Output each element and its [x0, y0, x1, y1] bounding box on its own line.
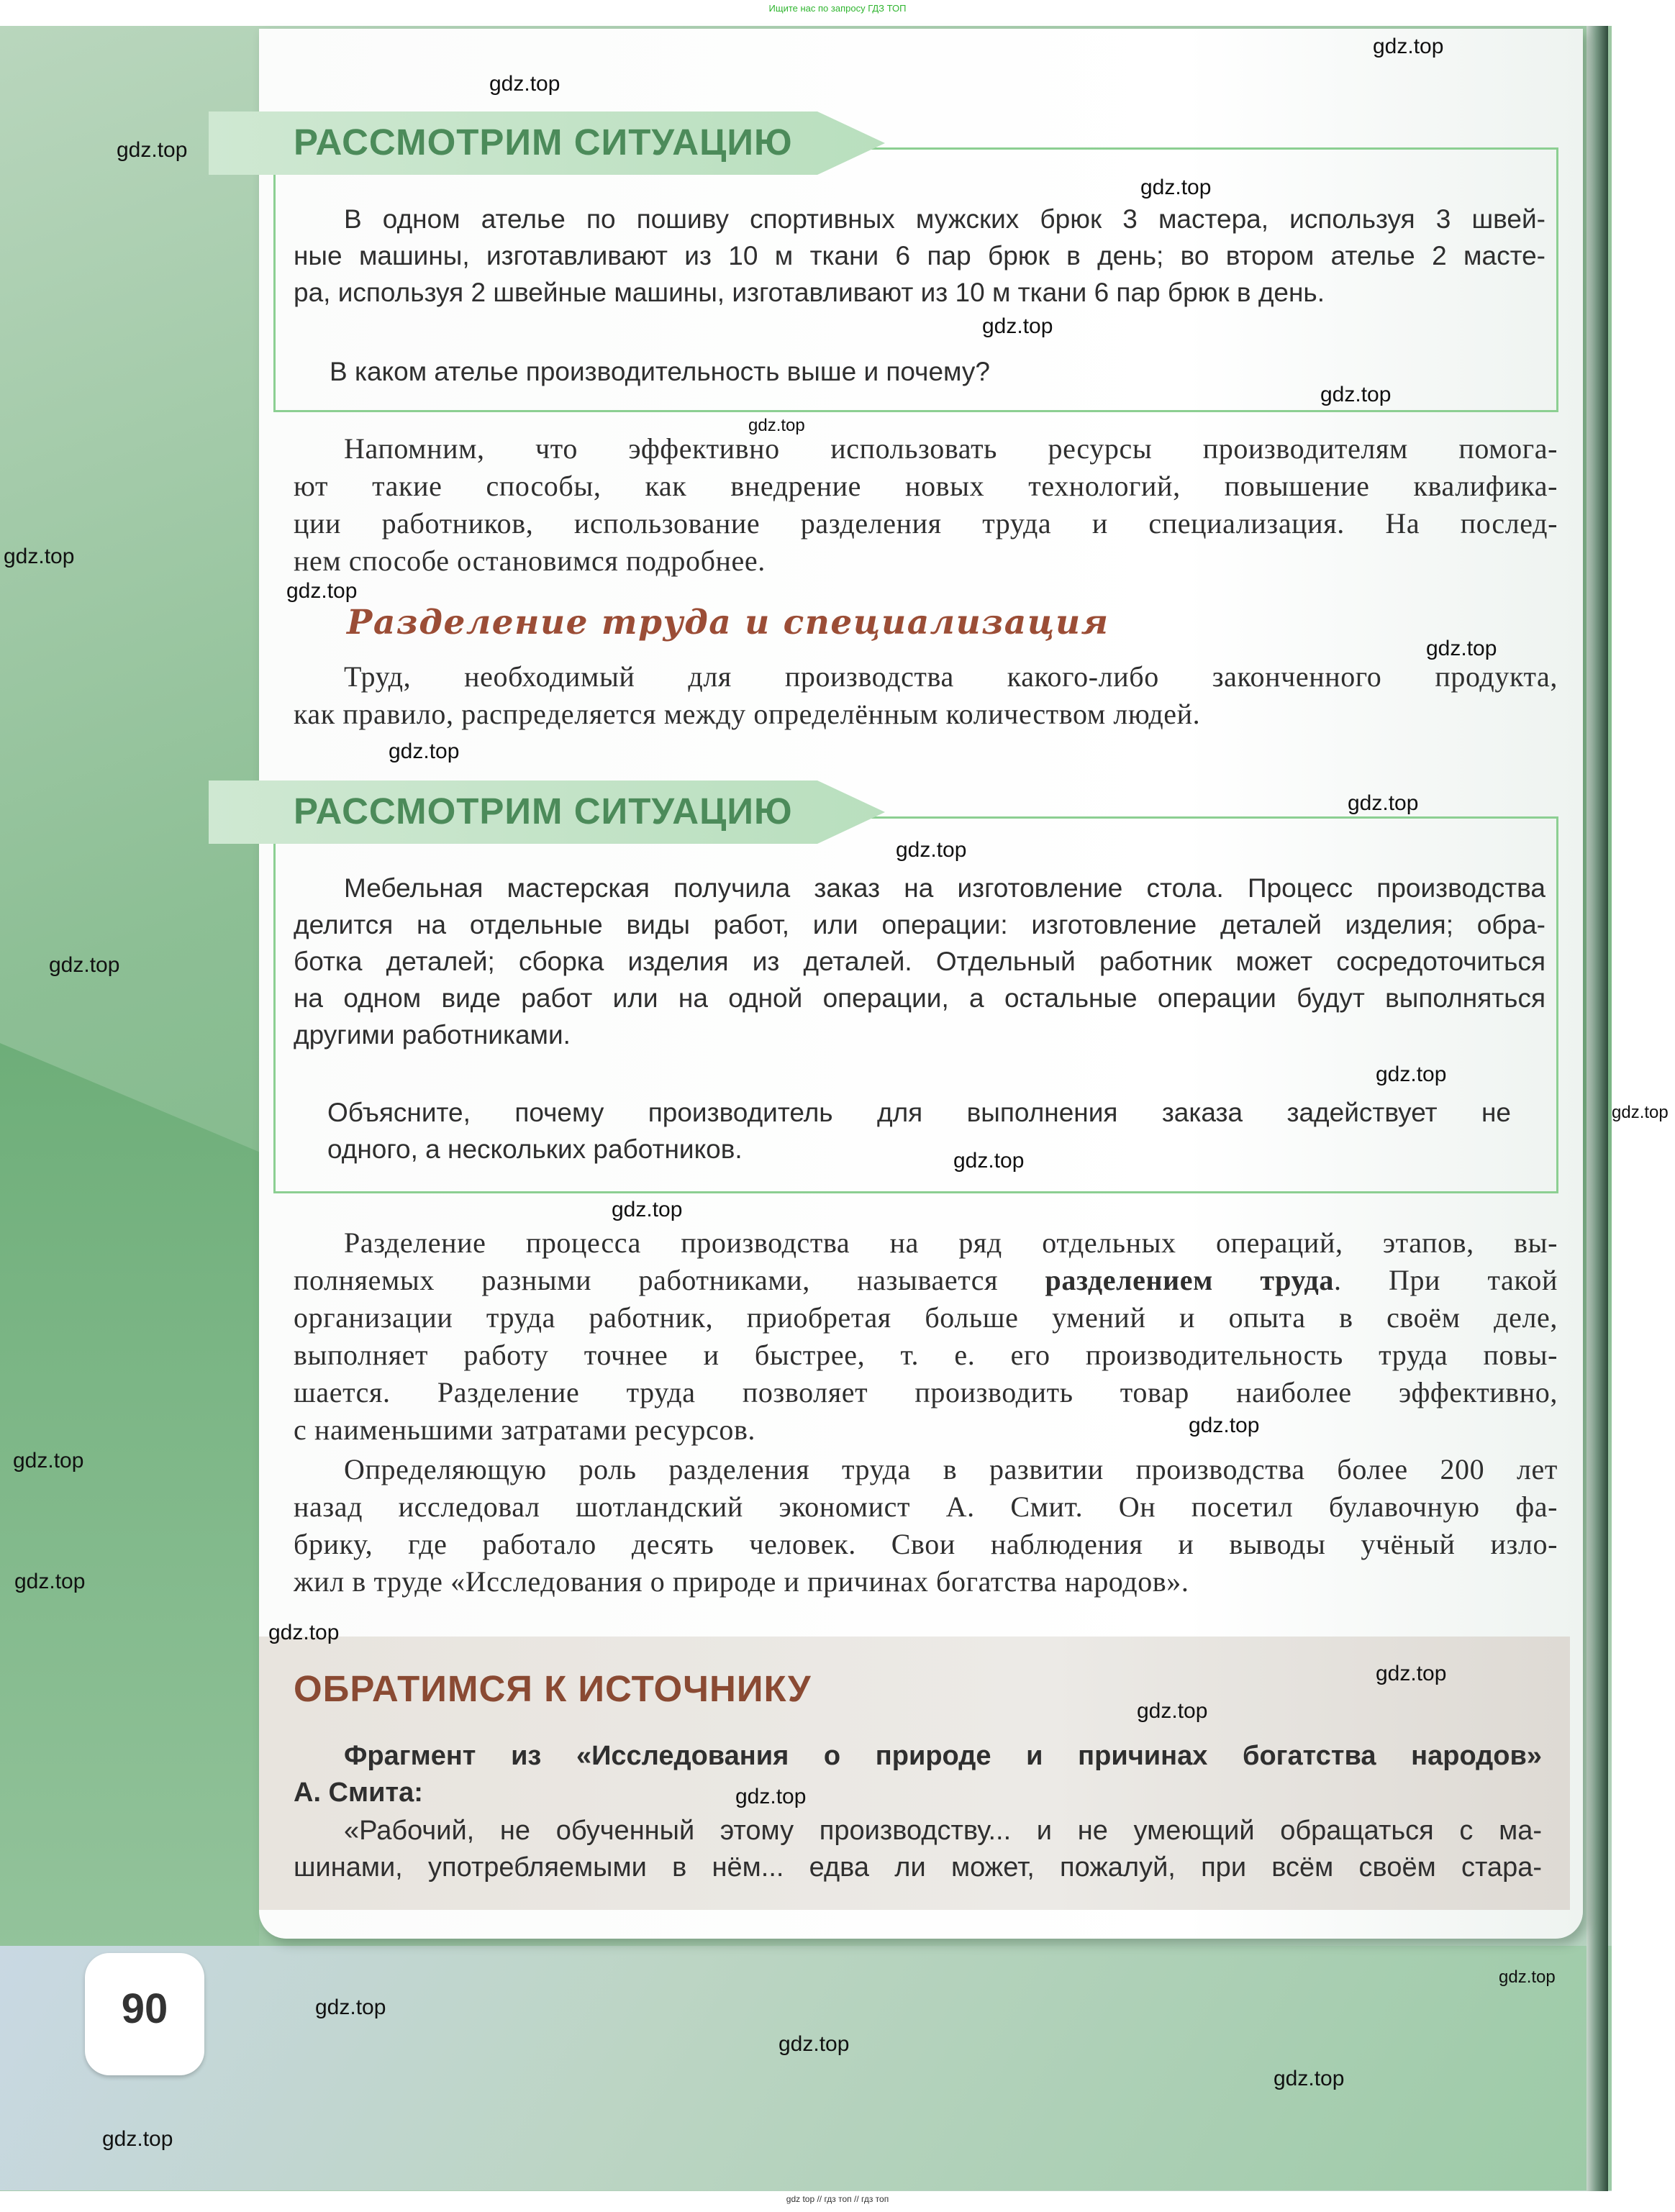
- watermark: gdz.top: [117, 138, 188, 162]
- watermark: gdz.top: [735, 1785, 807, 1808]
- watermark: gdz.top: [102, 2127, 173, 2151]
- source-quote: [294, 1813, 1542, 1886]
- watermark: gdz.top: [953, 1149, 1025, 1173]
- footer-note[interactable]: gdz top // гдз топ // гдз топ: [786, 2194, 889, 2204]
- watermark: gdz.top: [315, 1995, 386, 2019]
- paragraph4-line: назад исследовал шотландский экономист А. Смит. Он посетил булавочную фа-: [294, 1490, 1558, 1523]
- source-caption-line: А. Смита:: [294, 1778, 423, 1808]
- watermark: gdz.top: [489, 72, 560, 96]
- paragraph4-line: брику, где работало десять человек. Свои наблюдения и выводы учёный изло-: [294, 1528, 1558, 1560]
- situation2-line: на одном виде работ или на одной операции, а остальные операции будут выполняться: [294, 983, 1545, 1013]
- paragraph3-line: шается. Разделение труда позволяет производить товар наиболее эффективно,: [294, 1376, 1558, 1408]
- watermark: gdz.top: [779, 2032, 850, 2056]
- paragraph3-line: организации труда работник, приобретая больше умений и опыта в своём деле,: [294, 1301, 1558, 1334]
- watermark: gdz.top: [14, 1570, 86, 1593]
- paragraph3-line: [294, 1262, 1558, 1299]
- paragraph3-text: полняемых разными работниками, называется: [294, 1264, 1045, 1296]
- page-number: 90: [121, 1985, 168, 2032]
- situation-title-1: РАССМОТРИМ СИТУАЦИЮ: [294, 122, 793, 163]
- situation2-line: ботка деталей; сборка изделия из деталей. Отдельный работник может сосредоточиться: [294, 947, 1545, 976]
- situation2-body: [294, 870, 1545, 1053]
- paragraph3-line: Разделение процесса производства на ряд отдельных операций, этапов, вы-: [344, 1226, 1558, 1259]
- watermark: gdz.top: [1137, 1699, 1208, 1723]
- paragraph3-line: выполняет работу точнее и быстрее, т. е. его производительность труда повы-: [294, 1339, 1558, 1371]
- situation1-body: [294, 201, 1545, 311]
- situation1-question: В каком ателье производительность выше и почему?: [330, 357, 990, 386]
- situation2-question-line: одного, а нескольких работников.: [327, 1134, 743, 1164]
- situation1-line: В одном ателье по пошиву спортивных мужских брюк 3 мастера, используя 3 швей-: [344, 204, 1545, 234]
- source-quote-line: «Рабочий, не обученный этому производству... и не умеющий обращаться с ма-: [344, 1816, 1542, 1846]
- paragraph-2: [294, 658, 1558, 733]
- section-subheading: Разделение труда и специализация: [347, 603, 1109, 642]
- paragraph1-line: ции работников, использование разделения труда и специализация. На послед-: [294, 507, 1558, 540]
- watermark: gdz.top: [748, 416, 805, 435]
- watermark: gdz.top: [1373, 35, 1444, 58]
- paragraph4-line: Определяющую роль разделения труда в развитии производства более 200 лет: [344, 1453, 1558, 1485]
- header-note[interactable]: Ищите нас по запросу ГДЗ ТОП: [768, 3, 907, 14]
- watermark: gdz.top: [1426, 637, 1497, 660]
- paragraph3-line: с наименьшими затратами ресурсов.: [294, 1414, 756, 1446]
- situation1-line: ра, используя 2 швейные машины, изготавливают из 10 м ткани 6 пар брюк в день.: [294, 278, 1325, 307]
- paragraph3-text: . При такой: [1333, 1264, 1558, 1296]
- watermark: gdz.top: [268, 1621, 340, 1644]
- situation2-line: другими работниками.: [294, 1020, 571, 1050]
- paragraph-1: [294, 430, 1558, 580]
- watermark: gdz.top: [49, 953, 120, 977]
- source-caption: [294, 1738, 1542, 1811]
- paragraph-4: [294, 1451, 1558, 1601]
- watermark: gdz.top: [1274, 2067, 1345, 2090]
- situation2-question: [327, 1094, 1511, 1168]
- background-shape: [0, 1043, 259, 1949]
- page-background-bottom: [0, 1946, 1612, 2190]
- page-number-badge: [85, 1953, 204, 2075]
- watermark: gdz.top: [1348, 791, 1419, 815]
- situation1-line: ные машины, изготавливают из 10 м ткани 6 пар брюк в день; во втором ателье 2 масте-: [294, 241, 1545, 270]
- watermark: gdz.top: [1189, 1414, 1260, 1437]
- situation-title-2: РАССМОТРИМ СИТУАЦИЮ: [294, 791, 793, 832]
- watermark: gdz.top: [896, 838, 967, 862]
- watermark: gdz.top: [1320, 383, 1392, 406]
- watermark: gdz.top: [612, 1198, 683, 1221]
- book-spine: [1587, 26, 1608, 2191]
- source-caption-line: Фрагмент из «Исследования о природе и причинах богатства народов»: [344, 1741, 1542, 1771]
- source-quote-line: шинами, употребляемыми в нём... едва ли может, пожалуй, при всём своём стара-: [294, 1852, 1542, 1883]
- paragraph1-line: нем способе остановимся подробнее.: [294, 545, 766, 577]
- watermark: gdz.top: [1612, 1103, 1669, 1122]
- paragraph1-line: ют такие способы, как внедрение новых технологий, повышение квалифика-: [294, 470, 1558, 502]
- watermark: gdz.top: [1376, 1662, 1447, 1685]
- paragraph4-line: жил в труде «Исследования о природе и причинах богатства народов».: [294, 1565, 1189, 1598]
- watermark: gdz.top: [389, 739, 460, 763]
- watermark: gdz.top: [1376, 1062, 1447, 1086]
- watermark: gdz.top: [982, 314, 1053, 338]
- watermark: gdz.top: [4, 545, 75, 568]
- watermark: gdz.top: [286, 579, 358, 603]
- paragraph2-line: Труд, необходимый для производства какого-либо законченного продукта,: [344, 660, 1558, 693]
- situation2-question-line: Объясните, почему производитель для выполнения заказа задействует не: [327, 1098, 1511, 1127]
- source-title: ОБРАТИМСЯ К ИСТОЧНИКУ: [294, 1668, 812, 1709]
- situation2-line: делится на отдельные виды работ, или операции: изготовление деталей изделия; обра-: [294, 910, 1545, 939]
- watermark: gdz.top: [13, 1449, 84, 1473]
- watermark: gdz.top: [1140, 176, 1212, 199]
- paragraph1-line: Напомним, что эффективно использовать ресурсы производителям помога-: [344, 432, 1558, 465]
- paragraph-3: [294, 1224, 1558, 1449]
- watermark: gdz.top: [1499, 1967, 1556, 1987]
- situation2-line: Мебельная мастерская получила заказ на изготовление стола. Процесс производства: [344, 873, 1545, 903]
- term-division-of-labour: разделением труда: [1045, 1264, 1334, 1296]
- paragraph2-line: как правило, распределяется между определённым количеством людей.: [294, 698, 1201, 730]
